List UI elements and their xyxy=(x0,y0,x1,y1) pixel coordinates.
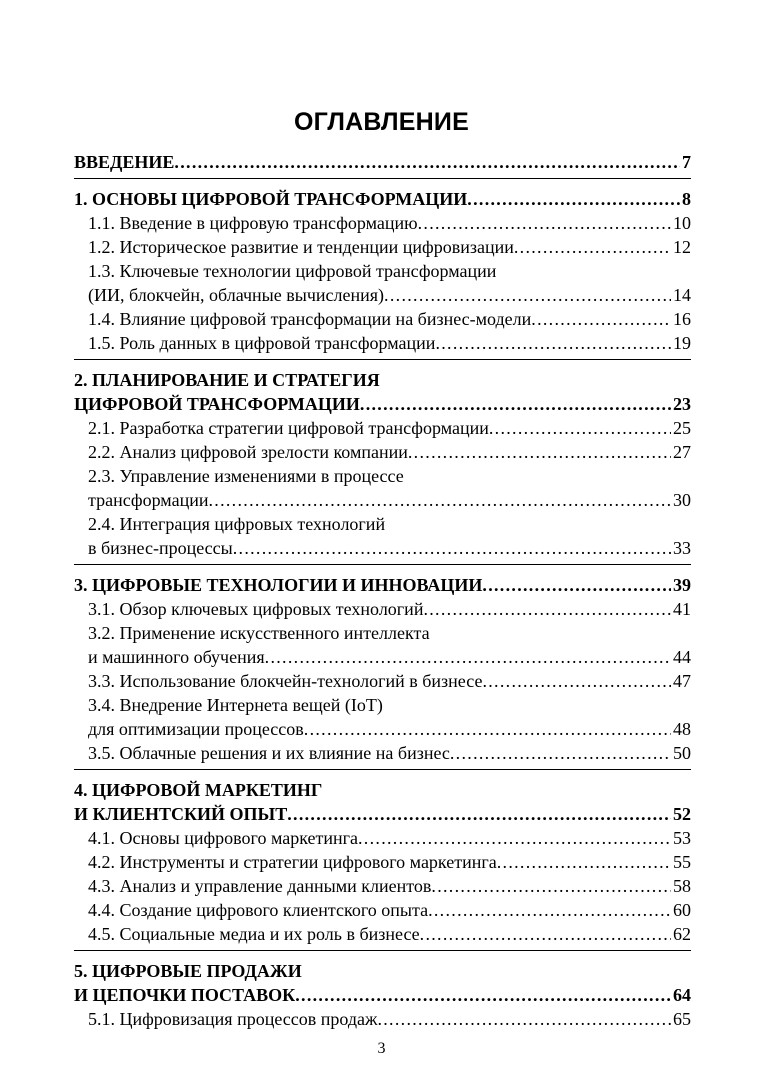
toc-section-2-3-page: 30 xyxy=(673,490,691,510)
toc-chapter-4-page: 52 xyxy=(673,804,691,824)
toc-section-1-4-page: 16 xyxy=(673,309,691,329)
toc-section-3-2-title-line2: и машинного обучения xyxy=(88,647,265,667)
toc-section-3-5-title: 3.5. Облачные решения и их влияние на бизнес xyxy=(88,743,450,763)
leader-dots xyxy=(423,597,671,621)
toc-chapter-2[interactable] xyxy=(74,368,691,416)
toc-section-1-2-page: 12 xyxy=(673,237,691,257)
leader-dots xyxy=(358,826,671,850)
table-of-contents xyxy=(74,150,691,1031)
toc-section-1-1-title: 1.1. Введение в цифровую трансформацию xyxy=(88,213,418,233)
leader-dots xyxy=(174,150,680,174)
leader-dots xyxy=(408,440,671,464)
toc-section-1-2[interactable] xyxy=(74,235,691,259)
toc-section-1-3[interactable] xyxy=(74,259,691,307)
toc-section-3-4-title-line1: 3.4. Внедрение Интернета вещей (IoT) xyxy=(88,695,383,715)
page-number: 3 xyxy=(377,1040,386,1057)
toc-section-1-2-title: 1.2. Историческое развитие и тенденции цифровизации xyxy=(88,237,514,257)
toc-chapter-5-title-line2: И ЦЕПОЧКИ ПОСТАВОК xyxy=(74,985,296,1005)
toc-section-2-4-page: 33 xyxy=(673,538,691,558)
toc-section-2-4[interactable] xyxy=(74,512,691,560)
leader-dots xyxy=(450,741,671,765)
toc-section-2-2-title: 2.2. Анализ цифровой зрелости компании xyxy=(88,442,408,462)
toc-section-4-5[interactable] xyxy=(74,922,691,946)
leader-dots xyxy=(265,645,671,669)
toc-chapter-1[interactable] xyxy=(74,187,691,211)
toc-section-4-4-title: 4.4. Создание цифрового клиентского опыта xyxy=(88,900,429,920)
toc-chapter-2-page: 23 xyxy=(673,394,691,414)
chapter-divider xyxy=(74,564,691,565)
toc-section-2-3[interactable] xyxy=(74,464,691,512)
leader-dots xyxy=(304,717,671,741)
toc-chapter-3[interactable] xyxy=(74,573,691,597)
toc-chapter-4-title-line1: 4. ЦИФРОВОЙ МАРКЕТИНГ xyxy=(74,780,323,800)
toc-section-2-2-page: 27 xyxy=(673,442,691,462)
toc-intro[interactable] xyxy=(74,150,691,174)
toc-section-3-1[interactable] xyxy=(74,597,691,621)
toc-section-3-2[interactable] xyxy=(74,621,691,669)
toc-section-2-3-title-line2: трансформации xyxy=(88,490,209,510)
toc-chapter-3-page: 39 xyxy=(673,575,691,595)
toc-section-3-3[interactable] xyxy=(74,669,691,693)
toc-section-4-2-title: 4.2. Инструменты и стратегии цифрового маркетинга xyxy=(88,852,497,872)
toc-intro-page: 7 xyxy=(682,152,691,172)
toc-section-3-4-page: 48 xyxy=(673,719,691,739)
toc-section-1-5-title: 1.5. Роль данных в цифровой трансформации xyxy=(88,333,436,353)
toc-section-5-1[interactable] xyxy=(74,1007,691,1031)
toc-section-1-3-title-line2: (ИИ, блокчейн, облачные вычисления) xyxy=(88,285,385,305)
toc-section-2-1-title: 2.1. Разработка стратегии цифровой трансформации xyxy=(88,418,489,438)
leader-dots xyxy=(295,983,671,1007)
toc-chapter-5[interactable] xyxy=(74,959,691,1007)
toc-chapter-5-title-line1: 5. ЦИФРОВЫЕ ПРОДАЖИ xyxy=(74,961,302,981)
leader-dots xyxy=(489,416,671,440)
chapter-divider xyxy=(74,178,691,179)
leader-dots xyxy=(531,307,671,331)
toc-chapter-2-title-line2: ЦИФРОВОЙ ТРАНСФОРМАЦИИ xyxy=(74,394,360,414)
toc-section-3-1-page: 41 xyxy=(673,599,691,619)
toc-section-4-3-title: 4.3. Анализ и управление данными клиентов xyxy=(88,876,432,896)
toc-chapter-1-title: 1. ОСНОВЫ ЦИФРОВОЙ ТРАНСФОРМАЦИИ xyxy=(74,189,468,209)
toc-section-4-2-page: 55 xyxy=(673,852,691,872)
toc-section-3-5[interactable] xyxy=(74,741,691,765)
toc-section-3-3-title: 3.3. Использование блокчейн-технологий в бизнесе xyxy=(88,671,483,691)
toc-section-3-1-title: 3.1. Обзор ключевых цифровых технологий xyxy=(88,599,424,619)
leader-dots xyxy=(418,211,671,235)
toc-chapter-1-page: 8 xyxy=(682,189,691,209)
toc-chapter-4-title-line2: И КЛИЕНТСКИЙ ОПЫТ xyxy=(74,804,288,824)
toc-section-4-4-page: 60 xyxy=(673,900,691,920)
leader-dots xyxy=(287,802,671,826)
toc-chapters xyxy=(74,178,691,1031)
leader-dots xyxy=(482,573,671,597)
toc-section-1-5[interactable] xyxy=(74,331,691,355)
toc-intro-title: ВВЕДЕНИЕ xyxy=(74,152,175,172)
toc-section-3-4[interactable] xyxy=(74,693,691,741)
leader-dots xyxy=(435,331,671,355)
leader-dots xyxy=(431,874,671,898)
page-title: ОГЛАВЛЕНИЕ xyxy=(294,108,469,136)
toc-chapter-5-page: 64 xyxy=(673,985,691,1005)
toc-section-3-4-title-line2: для оптимизации процессов xyxy=(88,719,304,739)
leader-dots xyxy=(467,187,680,211)
toc-section-4-5-page: 62 xyxy=(673,924,691,944)
toc-section-4-2[interactable] xyxy=(74,850,691,874)
toc-chapter-4[interactable] xyxy=(74,778,691,826)
leader-dots xyxy=(384,283,671,307)
toc-section-4-4[interactable] xyxy=(74,898,691,922)
toc-section-1-3-title-line1: 1.3. Ключевые технологии цифровой трансформации xyxy=(88,261,497,281)
toc-section-2-4-title-line2: в бизнес-процессы xyxy=(88,538,233,558)
leader-dots xyxy=(377,1007,671,1031)
toc-section-5-1-page: 65 xyxy=(673,1009,691,1029)
toc-section-1-1-page: 10 xyxy=(673,213,691,233)
chapter-divider xyxy=(74,769,691,770)
toc-section-4-3-page: 58 xyxy=(673,876,691,896)
toc-section-2-3-title-line1: 2.3. Управление изменениями в процессе xyxy=(88,466,404,486)
toc-section-1-5-page: 19 xyxy=(673,333,691,353)
toc-section-4-1[interactable] xyxy=(74,826,691,850)
toc-section-1-3-page: 14 xyxy=(673,285,691,305)
chapter-divider xyxy=(74,950,691,951)
leader-dots xyxy=(208,488,671,512)
toc-chapter-2-title-line1: 2. ПЛАНИРОВАНИЕ И СТРАТЕГИЯ xyxy=(74,370,380,390)
leader-dots xyxy=(360,392,671,416)
chapter-divider xyxy=(74,359,691,360)
toc-section-1-1[interactable] xyxy=(74,211,691,235)
toc-section-5-1-title: 5.1. Цифровизация процессов продаж xyxy=(88,1009,378,1029)
leader-dots xyxy=(497,850,671,874)
toc-section-3-5-page: 50 xyxy=(673,743,691,763)
toc-section-2-1-page: 25 xyxy=(673,418,691,438)
toc-section-2-1[interactable] xyxy=(74,416,691,440)
toc-section-4-3[interactable] xyxy=(74,874,691,898)
toc-section-2-2[interactable] xyxy=(74,440,691,464)
leader-dots xyxy=(482,669,671,693)
toc-section-4-1-title: 4.1. Основы цифрового маркетинга xyxy=(88,828,358,848)
leader-dots xyxy=(514,235,671,259)
toc-section-3-2-title-line1: 3.2. Применение искусственного интеллекта xyxy=(88,623,430,643)
toc-section-3-2-page: 44 xyxy=(673,647,691,667)
toc-section-3-3-page: 47 xyxy=(673,671,691,691)
leader-dots xyxy=(420,922,671,946)
toc-section-1-4-title: 1.4. Влияние цифровой трансформации на бизнес-модели xyxy=(88,309,532,329)
toc-section-4-5-title: 4.5. Социальные медиа и их роль в бизнесе xyxy=(88,924,420,944)
toc-section-2-4-title-line1: 2.4. Интеграция цифровых технологий xyxy=(88,514,386,534)
toc-section-4-1-page: 53 xyxy=(673,828,691,848)
leader-dots xyxy=(233,536,671,560)
toc-section-1-4[interactable] xyxy=(74,307,691,331)
leader-dots xyxy=(428,898,671,922)
toc-chapter-3-title: 3. ЦИФРОВЫЕ ТЕХНОЛОГИИ И ИННОВАЦИИ xyxy=(74,575,483,595)
